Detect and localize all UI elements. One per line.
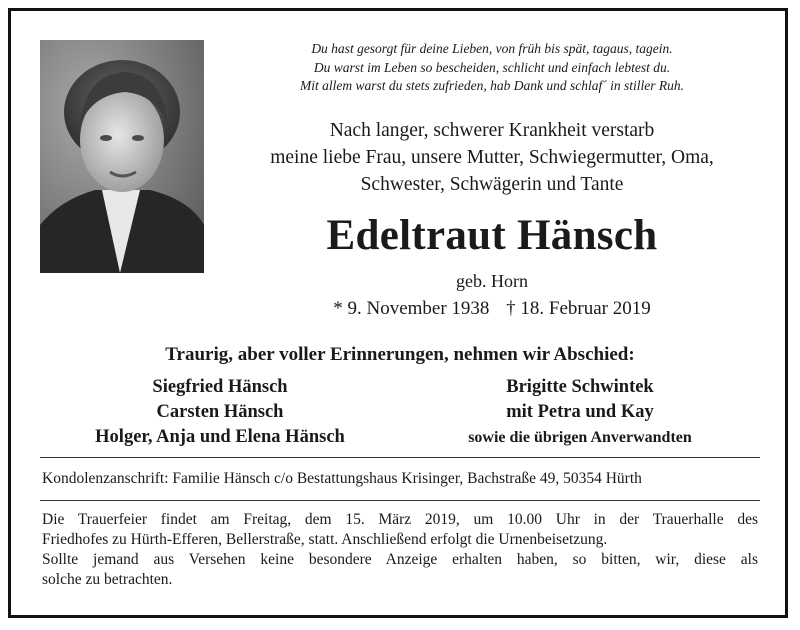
intro-line: meine liebe Frau, unsere Mutter, Schwiegermutter, Oma, (270, 147, 714, 168)
condolence-address: Kondolenzanschrift: Familie Hänsch c/o Bestattungshaus Krisinger, Bachstraße 49, 50354 Hürth (42, 470, 642, 487)
divider (40, 457, 760, 458)
intro-line: Nach langer, schwerer Krankheit verstarb (329, 120, 655, 141)
poem-line: Du warst im Leben so bescheiden, schlicht und einfach lebtest du. (313, 59, 671, 75)
mourner-name: Holger, Anja und Elena Hänsch (95, 427, 345, 447)
death-date: † 18. Februar 2019 (506, 298, 651, 319)
life-dates (232, 298, 752, 320)
intro-text (232, 117, 752, 198)
mourner-name: mit Petra und Kay (506, 402, 654, 422)
poem-line: Du hast gesorgt für deine Lieben, von früh bis spät, tagaus, tagein. (311, 41, 673, 56)
portrait-image (40, 40, 204, 273)
mourner-name: Brigitte Schwintek (506, 377, 654, 397)
poem-line: Mit allem warst du stets zufrieden, hab Dank und schlaf´ in stiller Ruh. (300, 78, 684, 93)
divider (40, 500, 760, 501)
farewell-heading: Traurig, aber voller Erinnerungen, nehmen wir Abschied: (165, 344, 635, 365)
notice-line: Die Trauerfeier findet am Freitag, dem 15. März 2019, um 10.00 Uhr in der Trauerhalle des (42, 511, 758, 528)
notice-line: solche zu betrachten. (42, 571, 173, 588)
portrait-photo (40, 40, 204, 273)
mourners-right (400, 375, 760, 450)
mourners-left (40, 375, 400, 450)
poem (232, 40, 752, 96)
funeral-notice (42, 510, 758, 590)
notice-line: Sollte jemand aus Versehen keine besondere Anzeige erhalten haben, so bitten, wir, diese als (42, 551, 758, 568)
birth-name: geb. Horn (456, 271, 528, 291)
mourner-name: sowie die übrigen Anverwandten (468, 429, 692, 446)
mourner-name: Siegfried Hänsch (152, 377, 288, 397)
mourner-name: Carsten Hänsch (156, 402, 284, 422)
deceased-name: Edeltraut Hänsch (326, 212, 658, 259)
notice-line: Friedhofes zu Hürth-Efferen, Bellerstraße, statt. Anschließend erfolgt die Urnenbeisetzung. (42, 531, 608, 548)
birth-date: * 9. November 1938 (333, 298, 490, 319)
intro-line: Schwester, Schwägerin und Tante (360, 174, 624, 195)
